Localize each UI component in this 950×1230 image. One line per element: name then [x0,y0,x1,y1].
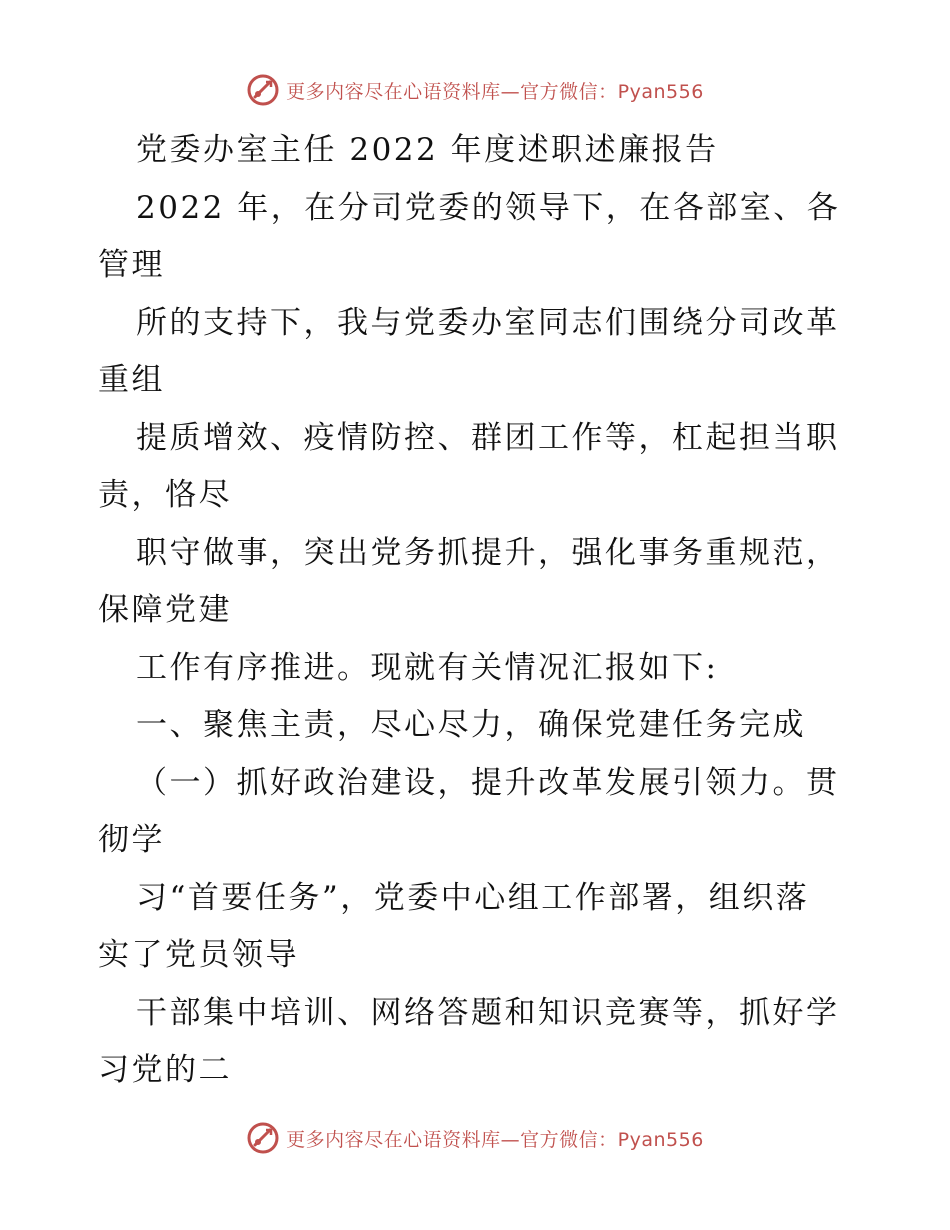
paragraph-line: 提质增效、疫情防控、群团工作等，杠起担当职 [136,419,840,456]
paragraph-line: 实了党员领导 [98,937,299,973]
paragraph-line: 重组 [98,362,165,398]
watermark-text: 更多内容尽在心语资料库—官方微信：Pyan556 [286,80,704,103]
paragraph-line: 干部集中培训、网络答题和知识竞赛等，抓好学 [136,994,840,1031]
paragraph-line: 管理 [98,247,165,283]
watermark-text: 更多内容尽在心语资料库—官方微信：Pyan556 [286,1128,704,1151]
watermark-header [0,70,950,110]
paragraph-line: 责，恪尽 [98,477,232,513]
paragraph-line: 习“首要任务”，党委中心组工作部署，组织落 [136,879,810,916]
document-body [98,122,858,1100]
paragraph-line: 2022 年，在分司党委的领导下，在各部室、各 [136,189,841,226]
document-title: 党委办室主任 2022 年度述职述廉报告 [136,132,719,168]
paragraph-line: 所的支持下，我与党委办室同志们围绕分司改革 [136,304,840,341]
section-heading: 一、聚焦主责，尽心尽力，确保党建任务完成 [136,707,806,743]
paragraph-line: 彻学 [98,822,165,858]
paragraph-line: 工作有序推进。现就有关情况汇报如下: [136,649,719,686]
subsection-heading: （一）抓好政治建设，提升改革发展引领力。贯 [136,764,840,801]
brand-logo-icon [246,1121,280,1155]
paragraph-line: 习党的二 [98,1052,232,1088]
brand-logo-icon [246,73,280,107]
watermark-footer [0,1118,950,1158]
paragraph-line: 保障党建 [98,592,232,628]
paragraph-line: 职守做事，突出党务抓提升，强化事务重规范， [136,534,840,571]
